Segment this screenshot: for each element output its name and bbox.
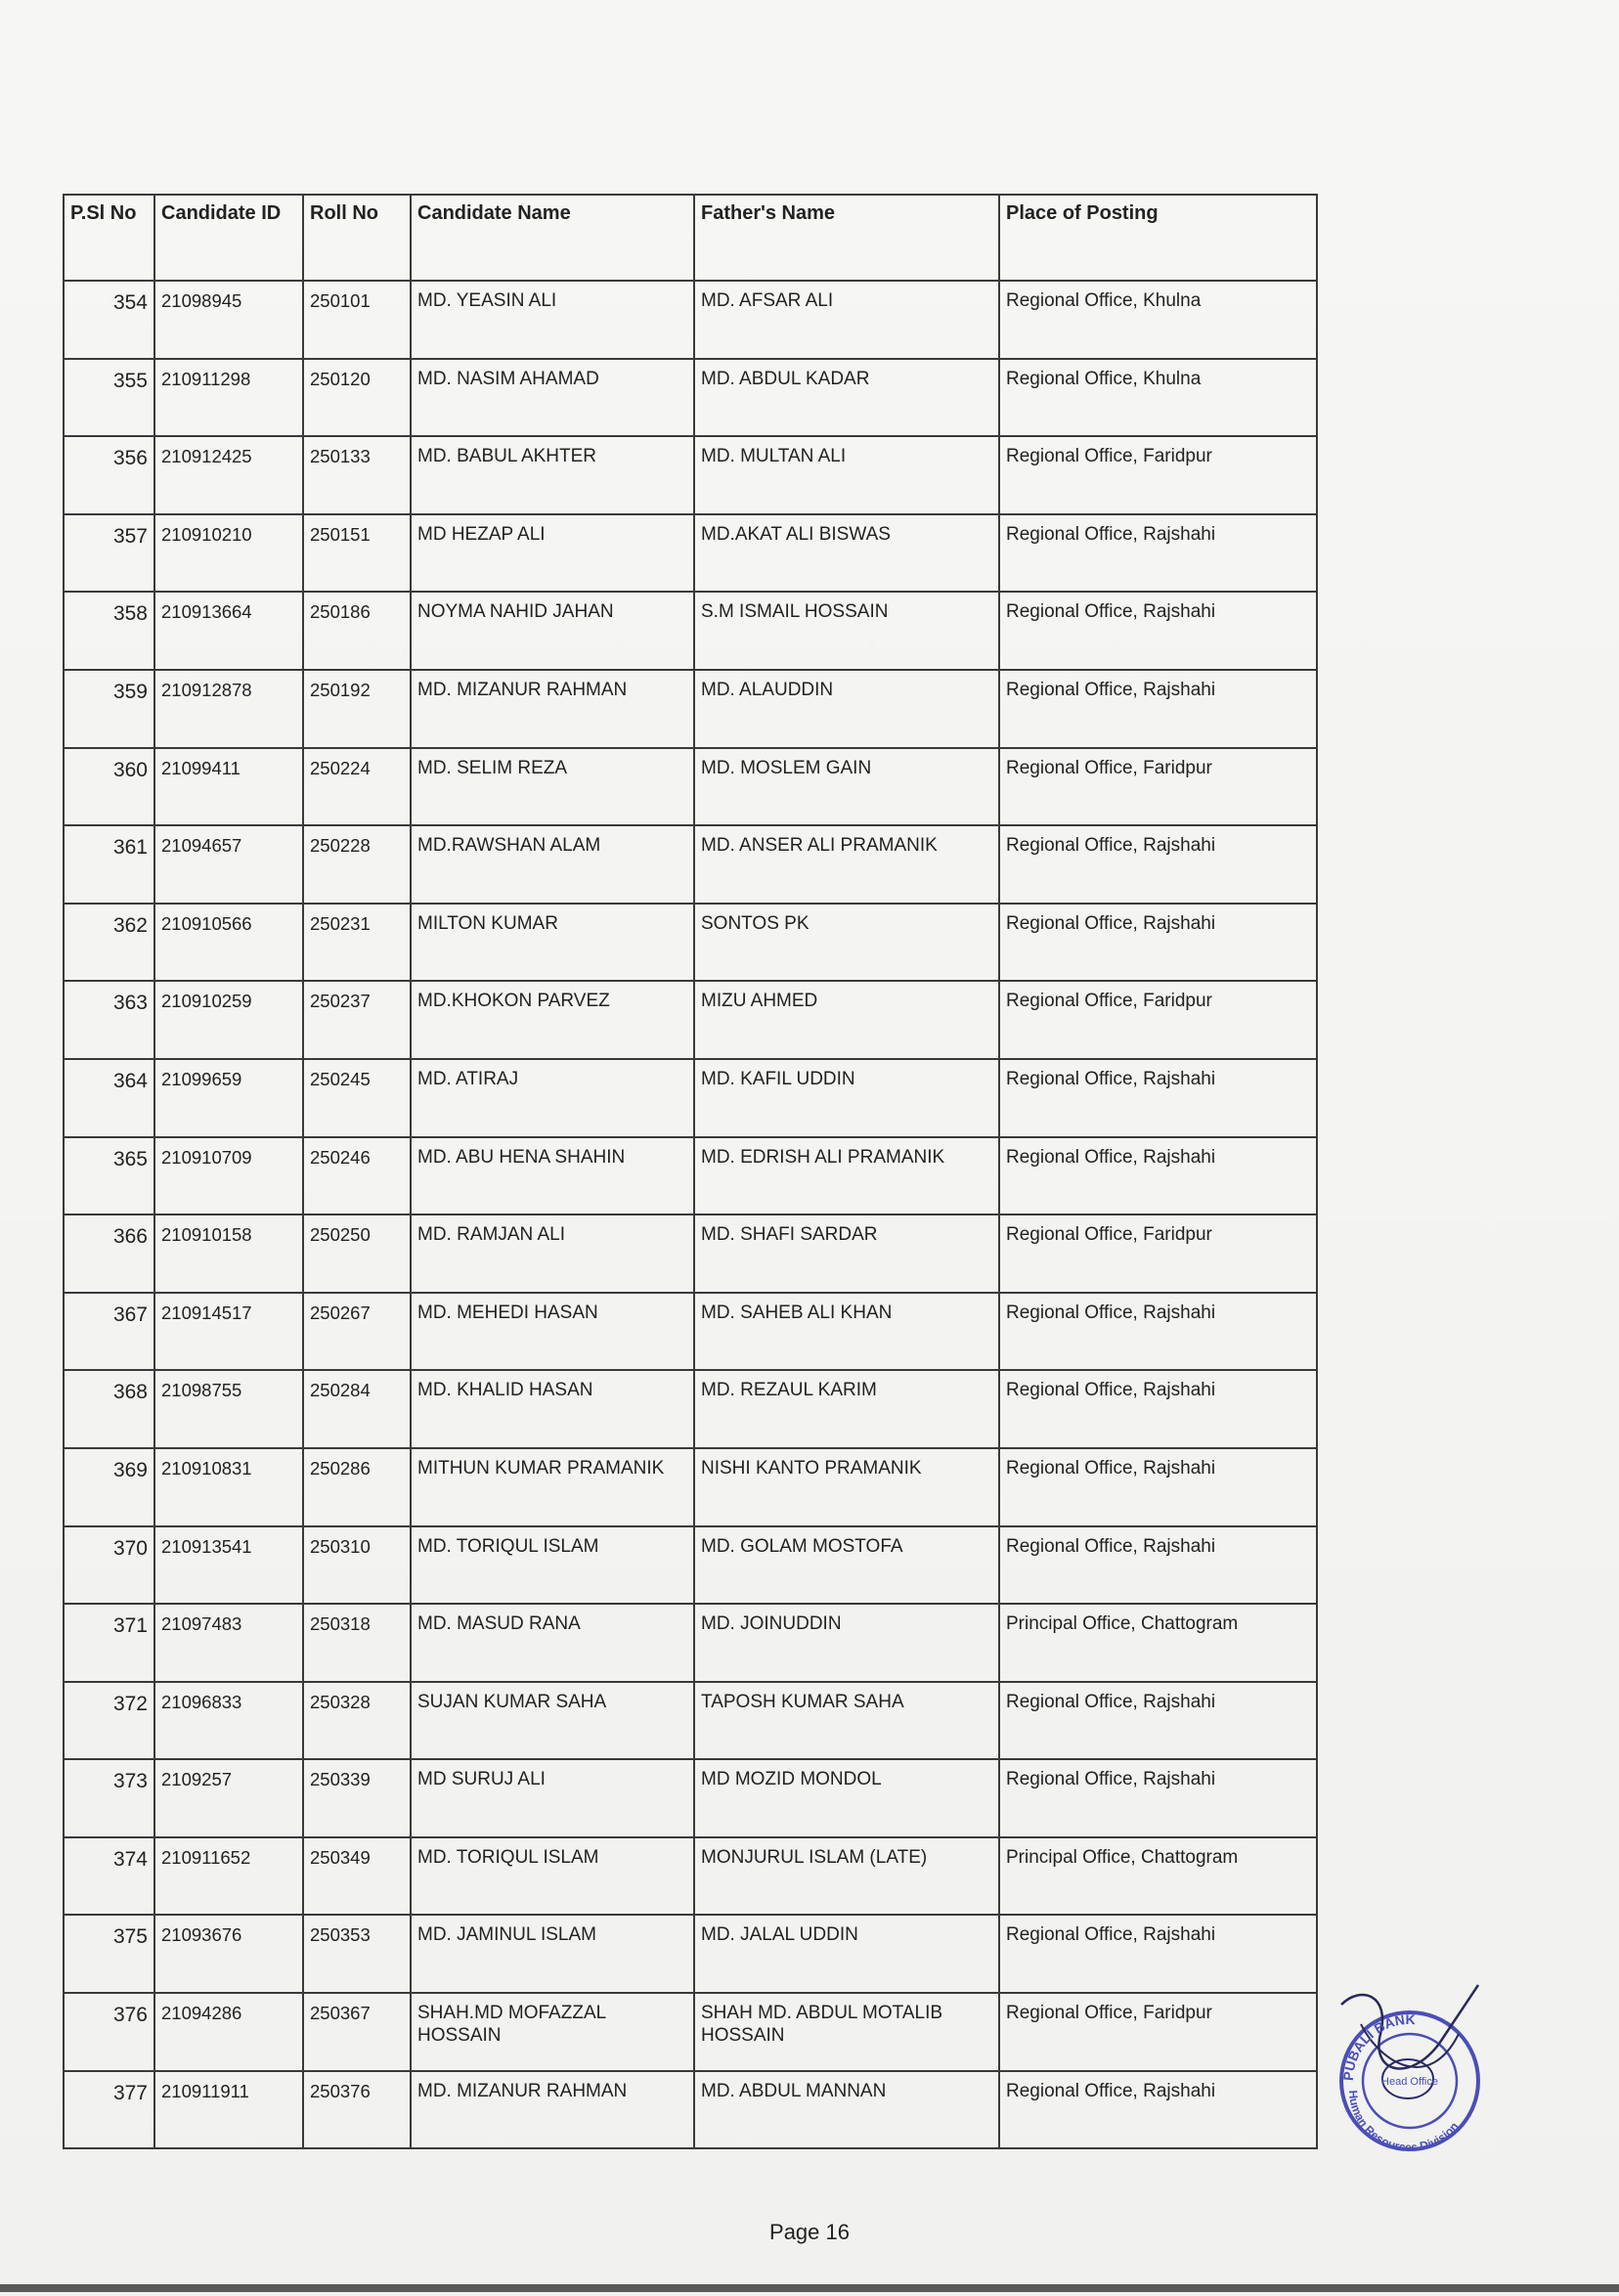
cell-candidate-name: MILTON KUMAR (411, 904, 694, 982)
cell-roll-no: 250231 (303, 904, 411, 982)
cell-sl-no: 375 (64, 1915, 154, 1993)
cell-father-name: SONTOS PK (694, 904, 999, 982)
table-body (64, 281, 1317, 2148)
table-row (64, 1993, 1317, 2071)
cell-father-name: MD. JALAL UDDIN (694, 1915, 999, 1993)
cell-candidate-name: MD. SELIM REZA (411, 748, 694, 826)
cell-father-name: MD. JOINUDDIN (694, 1604, 999, 1682)
cell-father-name: MD. SHAFI SARDAR (694, 1214, 999, 1293)
cell-father-name: SHAH MD. ABDUL MOTALIB HOSSAIN (694, 1993, 999, 2071)
bottom-scan-edge (0, 2284, 1619, 2292)
cell-roll-no: 250101 (303, 281, 411, 359)
cell-candidate-id: 21098945 (154, 281, 303, 359)
cell-roll-no: 250328 (303, 1682, 411, 1760)
header-candidate-name: Candidate Name (411, 195, 694, 281)
cell-roll-no: 250250 (303, 1214, 411, 1293)
cell-place-of-posting: Principal Office, Chattogram (999, 1837, 1317, 1916)
cell-place-of-posting: Regional Office, Rajshahi (999, 1059, 1317, 1137)
cell-sl-no: 370 (64, 1526, 154, 1605)
cell-sl-no: 354 (64, 281, 154, 359)
cell-place-of-posting: Regional Office, Rajshahi (999, 514, 1317, 593)
table-row (64, 514, 1317, 593)
cell-candidate-id: 210913664 (154, 592, 303, 670)
cell-candidate-id: 210913541 (154, 1526, 303, 1605)
cell-father-name: TAPOSH KUMAR SAHA (694, 1682, 999, 1760)
cell-candidate-name: MD. MIZANUR RAHMAN (411, 2071, 694, 2149)
cell-roll-no: 250120 (303, 359, 411, 437)
cell-candidate-id: 2109257 (154, 1759, 303, 1837)
cell-candidate-name: MD. TORIQUL ISLAM (411, 1526, 694, 1605)
table-row (64, 904, 1317, 982)
cell-place-of-posting: Regional Office, Rajshahi (999, 1682, 1317, 1760)
cell-candidate-id: 21093676 (154, 1915, 303, 1993)
cell-father-name: MD. KAFIL UDDIN (694, 1059, 999, 1137)
cell-sl-no: 374 (64, 1837, 154, 1916)
cell-father-name: MD. AFSAR ALI (694, 281, 999, 359)
cell-father-name: MIZU AHMED (694, 981, 999, 1059)
cell-father-name: MD. ANSER ALI PRAMANIK (694, 825, 999, 904)
page-number: Page 16 (769, 2220, 850, 2244)
cell-father-name: MD. ABDUL MANNAN (694, 2071, 999, 2149)
cell-roll-no: 250245 (303, 1059, 411, 1137)
cell-sl-no: 368 (64, 1370, 154, 1448)
cell-place-of-posting: Regional Office, Rajshahi (999, 1370, 1317, 1448)
header-place-of-posting: Place of Posting (999, 195, 1317, 281)
cell-candidate-name: MD. BABUL AKHTER (411, 436, 694, 514)
cell-sl-no: 367 (64, 1293, 154, 1371)
cell-place-of-posting: Regional Office, Rajshahi (999, 1448, 1317, 1526)
cell-candidate-name: MD. JAMINUL ISLAM (411, 1915, 694, 1993)
cell-sl-no: 364 (64, 1059, 154, 1137)
cell-place-of-posting: Regional Office, Khulna (999, 281, 1317, 359)
cell-candidate-id: 210911911 (154, 2071, 303, 2149)
cell-candidate-name: MD. TORIQUL ISLAM (411, 1837, 694, 1916)
table-row (64, 359, 1317, 437)
cell-roll-no: 250192 (303, 670, 411, 748)
cell-father-name: MD. GOLAM MOSTOFA (694, 1526, 999, 1605)
cell-candidate-name: NOYMA NAHID JAHAN (411, 592, 694, 670)
cell-father-name: MD. SAHEB ALI KHAN (694, 1293, 999, 1371)
header-roll-no: Roll No (303, 195, 411, 281)
cell-roll-no: 250318 (303, 1604, 411, 1682)
cell-roll-no: 250349 (303, 1837, 411, 1916)
cell-father-name: MD. MOSLEM GAIN (694, 748, 999, 826)
header-sl-no: P.Sl No (64, 195, 154, 281)
table-row (64, 1837, 1317, 1916)
cell-sl-no: 376 (64, 1993, 154, 2071)
cell-place-of-posting: Regional Office, Faridpur (999, 436, 1317, 514)
cell-candidate-id: 21098755 (154, 1370, 303, 1448)
cell-roll-no: 250224 (303, 748, 411, 826)
cell-father-name: MD. ALAUDDIN (694, 670, 999, 748)
cell-candidate-id: 21099659 (154, 1059, 303, 1137)
table-row (64, 436, 1317, 514)
table-row (64, 2071, 1317, 2149)
cell-candidate-id: 21094657 (154, 825, 303, 904)
cell-sl-no: 371 (64, 1604, 154, 1682)
cell-place-of-posting: Regional Office, Rajshahi (999, 904, 1317, 982)
official-seal-icon (1322, 1965, 1498, 2161)
seal-bottom-text: Human Resources Division (1345, 2090, 1462, 2155)
cell-father-name: MD. EDRISH ALI PRAMANIK (694, 1137, 999, 1215)
table-row (64, 1059, 1317, 1137)
cell-sl-no: 363 (64, 981, 154, 1059)
cell-roll-no: 250339 (303, 1759, 411, 1837)
table-row (64, 1682, 1317, 1760)
cell-roll-no: 250310 (303, 1526, 411, 1605)
cell-candidate-id: 210911298 (154, 359, 303, 437)
cell-place-of-posting: Regional Office, Rajshahi (999, 1759, 1317, 1837)
table-row (64, 1137, 1317, 1215)
cell-candidate-name: MD SURUJ ALI (411, 1759, 694, 1837)
cell-roll-no: 250353 (303, 1915, 411, 1993)
cell-sl-no: 377 (64, 2071, 154, 2149)
cell-father-name: NISHI KANTO PRAMANIK (694, 1448, 999, 1526)
table-row (64, 1915, 1317, 1993)
cell-roll-no: 250237 (303, 981, 411, 1059)
cell-roll-no: 250267 (303, 1293, 411, 1371)
cell-sl-no: 357 (64, 514, 154, 593)
cell-candidate-name: MD. RAMJAN ALI (411, 1214, 694, 1293)
cell-sl-no: 365 (64, 1137, 154, 1215)
table-row (64, 592, 1317, 670)
cell-roll-no: 250151 (303, 514, 411, 593)
cell-sl-no: 360 (64, 748, 154, 826)
cell-sl-no: 356 (64, 436, 154, 514)
table-row (64, 1604, 1317, 1682)
cell-place-of-posting: Regional Office, Faridpur (999, 981, 1317, 1059)
cell-place-of-posting: Regional Office, Faridpur (999, 1993, 1317, 2071)
cell-place-of-posting: Regional Office, Rajshahi (999, 2071, 1317, 2149)
cell-candidate-id: 210910566 (154, 904, 303, 982)
cell-sl-no: 362 (64, 904, 154, 982)
cell-candidate-name: MD. YEASIN ALI (411, 281, 694, 359)
cell-place-of-posting: Regional Office, Rajshahi (999, 1526, 1317, 1605)
cell-candidate-name: MD. MIZANUR RAHMAN (411, 670, 694, 748)
cell-candidate-id: 210912878 (154, 670, 303, 748)
cell-father-name: MD. MULTAN ALI (694, 436, 999, 514)
cell-place-of-posting: Principal Office, Chattogram (999, 1604, 1317, 1682)
cell-candidate-name: MD.KHOKON PARVEZ (411, 981, 694, 1059)
cell-place-of-posting: Regional Office, Faridpur (999, 1214, 1317, 1293)
cell-father-name: MD. ABDUL KADAR (694, 359, 999, 437)
cell-sl-no: 355 (64, 359, 154, 437)
cell-place-of-posting: Regional Office, Rajshahi (999, 670, 1317, 748)
cell-place-of-posting: Regional Office, Rajshahi (999, 1915, 1317, 1993)
seal-top-text: PUBALI BANK (1339, 2010, 1416, 2082)
cell-candidate-id: 210910158 (154, 1214, 303, 1293)
cell-roll-no: 250286 (303, 1448, 411, 1526)
table-row (64, 670, 1317, 748)
cell-candidate-name: MD. MASUD RANA (411, 1604, 694, 1682)
table-row (64, 1759, 1317, 1837)
cell-sl-no: 361 (64, 825, 154, 904)
cell-candidate-id: 21094286 (154, 1993, 303, 2071)
table-row (64, 1526, 1317, 1605)
cell-place-of-posting: Regional Office, Rajshahi (999, 1137, 1317, 1215)
cell-place-of-posting: Regional Office, Rajshahi (999, 592, 1317, 670)
cell-candidate-id: 210910831 (154, 1448, 303, 1526)
table-row (64, 1293, 1317, 1371)
cell-place-of-posting: Regional Office, Rajshahi (999, 825, 1317, 904)
svg-text:Human Resources Division (1346, 2090, 1462, 2154)
table-row (64, 825, 1317, 904)
cell-candidate-id: 210910259 (154, 981, 303, 1059)
cell-candidate-id: 210910210 (154, 514, 303, 593)
cell-sl-no: 369 (64, 1448, 154, 1526)
cell-candidate-id: 21096833 (154, 1682, 303, 1760)
cell-father-name: MD. REZAUL KARIM (694, 1370, 999, 1448)
cell-candidate-name: MD HEZAP ALI (411, 514, 694, 593)
header-candidate-id: Candidate ID (154, 195, 303, 281)
table-row (64, 748, 1317, 826)
cell-roll-no: 250284 (303, 1370, 411, 1448)
cell-candidate-name: MD. KHALID HASAN (411, 1370, 694, 1448)
cell-roll-no: 250186 (303, 592, 411, 670)
table-header-row (64, 195, 1317, 281)
cell-father-name: MD.AKAT ALI BISWAS (694, 514, 999, 593)
cell-candidate-id: 210914517 (154, 1293, 303, 1371)
cell-candidate-name: MD. NASIM AHAMAD (411, 359, 694, 437)
cell-roll-no: 250133 (303, 436, 411, 514)
cell-father-name: S.M ISMAIL HOSSAIN (694, 592, 999, 670)
cell-place-of-posting: Regional Office, Rajshahi (999, 1293, 1317, 1371)
cell-sl-no: 358 (64, 592, 154, 670)
cell-candidate-id: 210912425 (154, 436, 303, 514)
cell-roll-no: 250246 (303, 1137, 411, 1215)
cell-candidate-name: SUJAN KUMAR SAHA (411, 1682, 694, 1760)
cell-sl-no: 373 (64, 1759, 154, 1837)
table-row (64, 1370, 1317, 1448)
cell-place-of-posting: Regional Office, Khulna (999, 359, 1317, 437)
cell-candidate-name: MD. ATIRAJ (411, 1059, 694, 1137)
cell-roll-no: 250228 (303, 825, 411, 904)
cell-candidate-name: MD. MEHEDI HASAN (411, 1293, 694, 1371)
seal-center-text: Head Office (1381, 2076, 1438, 2088)
cell-roll-no: 250367 (303, 1993, 411, 2071)
header-father-name: Father's Name (694, 195, 999, 281)
cell-candidate-id: 210910709 (154, 1137, 303, 1215)
cell-candidate-name: MD.RAWSHAN ALAM (411, 825, 694, 904)
cell-sl-no: 372 (64, 1682, 154, 1760)
cell-candidate-id: 210911652 (154, 1837, 303, 1916)
cell-candidate-name: MD. ABU HENA SHAHIN (411, 1137, 694, 1215)
cell-sl-no: 366 (64, 1214, 154, 1293)
cell-candidate-id: 21099411 (154, 748, 303, 826)
cell-roll-no: 250376 (303, 2071, 411, 2149)
cell-candidate-id: 21097483 (154, 1604, 303, 1682)
cell-candidate-name: MITHUN KUMAR PRAMANIK (411, 1448, 694, 1526)
cell-father-name: MONJURUL ISLAM (LATE) (694, 1837, 999, 1916)
table-row (64, 281, 1317, 359)
cell-sl-no: 359 (64, 670, 154, 748)
candidate-posting-table (63, 194, 1318, 2149)
table-row (64, 981, 1317, 1059)
cell-candidate-name: SHAH.MD MOFAZZAL HOSSAIN (411, 1993, 694, 2071)
table-row (64, 1214, 1317, 1293)
cell-place-of-posting: Regional Office, Faridpur (999, 748, 1317, 826)
table-row (64, 1448, 1317, 1526)
cell-father-name: MD MOZID MONDOL (694, 1759, 999, 1837)
